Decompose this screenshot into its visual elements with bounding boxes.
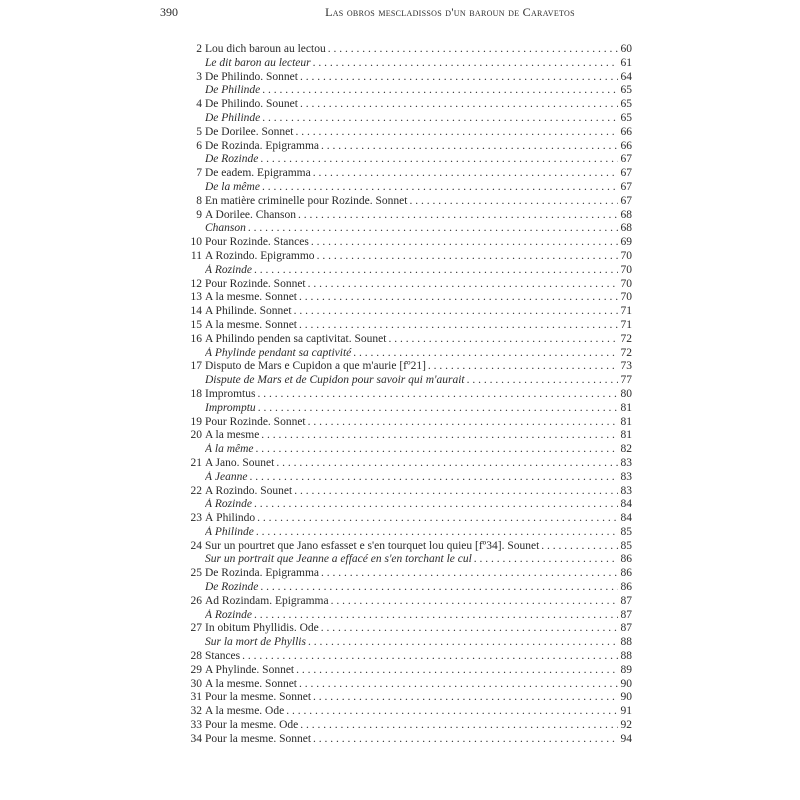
entry-title: De la même <box>205 180 260 193</box>
toc-entry <box>186 705 632 719</box>
entry-title: A Jano. Sounet <box>205 456 275 469</box>
dot-leader <box>465 374 618 388</box>
entry-title: À Philindo <box>205 512 256 525</box>
toc-translation-entry <box>186 443 632 457</box>
entry-page: 65 <box>620 84 632 97</box>
toc-entry <box>186 678 632 692</box>
dot-leader <box>252 609 618 623</box>
entry-title: À Rozinde <box>205 608 252 621</box>
entry-number: 16 <box>190 332 202 345</box>
dot-leader <box>252 264 618 278</box>
toc-entry <box>186 98 632 112</box>
entry-page: 86 <box>620 553 632 566</box>
entry-page: 66 <box>620 139 632 152</box>
entry-page: 84 <box>620 498 632 511</box>
dot-leader <box>292 305 618 319</box>
entry-number: 29 <box>190 663 202 676</box>
entry-row <box>205 512 632 526</box>
entry-page: 69 <box>620 236 632 249</box>
entry-page: 83 <box>620 484 632 497</box>
toc-entry <box>186 457 632 471</box>
entry-title: Sur un portrait que Jeanne a effacé en s'en torchant le cul <box>205 553 472 566</box>
entry-row <box>205 236 632 250</box>
toc-entry <box>186 719 632 733</box>
entry-title: À Phylinde pendant sa captivité <box>205 346 352 359</box>
dot-leader <box>256 402 618 416</box>
entry-page: 90 <box>620 677 632 690</box>
dot-leader <box>298 98 618 112</box>
entry-title: Sur la mort de Phyllis <box>205 636 306 649</box>
entry-title: A Philindo penden sa captivitat. Sounet <box>205 332 387 345</box>
entry-page: 77 <box>620 374 632 387</box>
entry-row <box>205 664 632 678</box>
dot-leader <box>319 140 618 154</box>
dot-leader <box>315 250 618 264</box>
dot-leader <box>539 540 618 554</box>
toc-entry <box>186 140 632 154</box>
running-head: Las obros mescladissos d'un baroun de Caravetos <box>325 5 575 19</box>
dot-leader <box>306 278 618 292</box>
entry-row <box>205 181 632 195</box>
toc-entry <box>186 126 632 140</box>
entry-page: 80 <box>620 387 632 400</box>
entry-title: Ad Rozindam. Epigramma <box>205 594 329 607</box>
entry-page: 72 <box>620 346 632 359</box>
toc-entry <box>186 71 632 85</box>
entry-page: 60 <box>620 43 632 55</box>
entry-title: Stances <box>205 650 241 663</box>
entry-title: De Rozinde <box>205 153 259 166</box>
dot-leader <box>297 319 618 333</box>
entry-row <box>205 622 632 636</box>
toc-translation-entry <box>186 222 632 236</box>
toc-translation-entry <box>186 57 632 71</box>
entry-title: Lou dich baroun au lectou <box>205 43 326 55</box>
entry-row <box>205 195 632 209</box>
entry-page: 87 <box>620 594 632 607</box>
entry-title: A la mesme. Ode <box>205 705 285 718</box>
entry-page: 89 <box>620 663 632 676</box>
dot-leader <box>258 581 618 595</box>
entry-row <box>205 402 632 416</box>
entry-number: 7 <box>196 167 202 180</box>
entry-number: 19 <box>190 415 202 428</box>
entry-row <box>205 112 632 126</box>
toc-translation-entry <box>186 553 632 567</box>
entry-page: 87 <box>620 622 632 635</box>
toc-translation-entry <box>186 498 632 512</box>
toc-entry <box>186 305 632 319</box>
entry-row <box>205 636 632 650</box>
dot-leader <box>407 195 618 209</box>
dot-leader <box>255 512 618 526</box>
toc-entry <box>186 209 632 223</box>
entry-page: 65 <box>620 111 632 124</box>
dot-leader <box>297 291 618 305</box>
dot-leader <box>274 457 618 471</box>
entry-row <box>205 291 632 305</box>
entry-page: 67 <box>620 167 632 180</box>
entry-row <box>205 360 632 374</box>
entry-row <box>205 43 632 57</box>
entry-number: 32 <box>190 705 202 718</box>
entry-number: 8 <box>196 194 202 207</box>
entry-title: De Philinde <box>205 84 261 97</box>
entry-number: 21 <box>190 456 202 469</box>
entry-number: 14 <box>190 305 202 318</box>
entry-title: De Philinde <box>205 111 261 124</box>
entry-row <box>205 691 632 705</box>
entry-row <box>205 416 632 430</box>
entry-row <box>205 567 632 581</box>
entry-page: 61 <box>620 56 632 69</box>
entry-page: 83 <box>620 456 632 469</box>
entry-page: 67 <box>620 194 632 207</box>
toc-entry <box>186 278 632 292</box>
dot-leader <box>311 691 618 705</box>
entry-row <box>205 140 632 154</box>
dot-leader <box>426 360 618 374</box>
entry-number: 10 <box>190 236 202 249</box>
toc-translation-entry <box>186 526 632 540</box>
entry-number: 15 <box>190 318 202 331</box>
dot-leader <box>247 471 618 485</box>
toc-entry <box>186 512 632 526</box>
dot-leader <box>311 167 618 181</box>
dot-leader <box>254 443 618 457</box>
entry-page: 66 <box>620 125 632 138</box>
toc-entry <box>186 485 632 499</box>
entry-title: A Dorilee. Chanson <box>205 208 297 221</box>
toc-translation-entry <box>186 581 632 595</box>
entry-page: 81 <box>620 415 632 428</box>
dot-leader <box>326 43 618 57</box>
entry-number: 31 <box>190 691 202 704</box>
dot-leader <box>258 153 618 167</box>
page-number: 390 <box>160 5 178 19</box>
entry-row <box>205 443 632 457</box>
entry-row <box>205 250 632 264</box>
dot-leader <box>254 526 618 540</box>
entry-title: À Jeanne <box>205 470 248 483</box>
entry-number: 12 <box>190 277 202 290</box>
dot-leader <box>293 126 618 140</box>
toc-entry <box>186 319 632 333</box>
dot-leader <box>252 498 618 512</box>
entry-row <box>205 278 632 292</box>
entry-number: 24 <box>190 539 202 552</box>
entry-title: À la même <box>205 443 254 456</box>
entry-page: 85 <box>620 525 632 538</box>
entry-row <box>205 498 632 512</box>
toc-entry <box>186 291 632 305</box>
table-of-contents <box>186 43 632 747</box>
entry-row <box>205 650 632 664</box>
entry-row <box>205 429 632 443</box>
entry-page: 68 <box>620 222 632 235</box>
dot-leader <box>306 416 618 430</box>
entry-row <box>205 333 632 347</box>
entry-page: 70 <box>620 263 632 276</box>
dot-leader <box>240 650 618 664</box>
entry-title: À Philinde <box>205 525 254 538</box>
entry-row <box>205 609 632 623</box>
entry-row <box>205 305 632 319</box>
entry-title: De Dorilee. Sonnet <box>205 125 294 138</box>
entry-number: 20 <box>190 429 202 442</box>
entry-page: 82 <box>620 443 632 456</box>
entry-title: De Rozinda. Epigramma <box>205 567 320 580</box>
entry-number: 34 <box>190 732 202 745</box>
entry-row <box>205 167 632 181</box>
entry-title: A la mesme. Sonnet <box>205 291 297 304</box>
dot-leader <box>319 622 618 636</box>
entry-number: 23 <box>190 512 202 525</box>
toc-entry <box>186 416 632 430</box>
entry-page: 73 <box>620 360 632 373</box>
toc-entry <box>186 429 632 443</box>
entry-page: 65 <box>620 98 632 111</box>
toc-translation-entry <box>186 112 632 126</box>
dot-leader <box>329 595 618 609</box>
entry-page: 84 <box>620 512 632 525</box>
entry-title: A Philinde. Sonnet <box>205 305 292 318</box>
entry-number: 6 <box>196 139 202 152</box>
dot-leader <box>259 429 618 443</box>
entry-number: 30 <box>190 677 202 690</box>
entry-title: Pour Rozinde. Sonnet <box>205 277 306 290</box>
entry-row <box>205 705 632 719</box>
entry-page: 68 <box>620 208 632 221</box>
entry-number: 28 <box>190 650 202 663</box>
entry-title: Pour la mesme. Ode <box>205 719 299 732</box>
entry-number: 27 <box>190 622 202 635</box>
entry-row <box>205 540 632 554</box>
entry-title: De Philindo. Sonnet <box>205 70 298 83</box>
entry-title: In obitum Phyllidis. Ode <box>205 622 319 635</box>
entry-number: 3 <box>196 70 202 83</box>
toc-entry <box>186 567 632 581</box>
entry-page: 91 <box>620 705 632 718</box>
entry-row <box>205 719 632 733</box>
toc-translation-entry <box>186 402 632 416</box>
entry-row <box>205 553 632 567</box>
entry-row <box>205 84 632 98</box>
entry-title: Pour Rozinde. Sonnet <box>205 415 306 428</box>
toc-entry <box>186 691 632 705</box>
entry-title: A la mesme. Sonnet <box>205 318 297 331</box>
toc-translation-entry <box>186 609 632 623</box>
entry-title: À Rozinde <box>205 263 252 276</box>
entry-title: Le dit baron au lecteur <box>205 56 311 69</box>
entry-page: 92 <box>620 719 632 732</box>
entry-page: 67 <box>620 180 632 193</box>
entry-title: Pour la mesme. Sonnet <box>205 732 312 745</box>
entry-row <box>205 457 632 471</box>
entry-title: Sur un pourtret que Jano esfasset e s'en tourquet lou quieu [fº34]. Sounet <box>205 539 540 552</box>
dot-leader <box>260 112 618 126</box>
entry-page: 86 <box>620 581 632 594</box>
entry-title: A Rozindo. Sounet <box>205 484 293 497</box>
entry-row <box>205 57 632 71</box>
entry-title: Impromtus <box>205 387 256 400</box>
dot-leader <box>306 636 618 650</box>
entry-row <box>205 98 632 112</box>
entry-title: Chanson <box>205 222 246 235</box>
dot-leader <box>386 333 618 347</box>
entry-title: Impromptu <box>205 401 256 414</box>
entry-number: 33 <box>190 719 202 732</box>
entry-row <box>205 347 632 361</box>
entry-title: Pour la mesme. Sonnet <box>205 691 312 704</box>
entry-row <box>205 526 632 540</box>
entry-page: 83 <box>620 470 632 483</box>
dot-leader <box>294 664 618 678</box>
entry-title: À Rozinde <box>205 498 252 511</box>
entry-number: 11 <box>190 249 202 262</box>
entry-row <box>205 374 632 388</box>
dot-leader <box>351 347 618 361</box>
toc-entry <box>186 167 632 181</box>
entry-row <box>205 264 632 278</box>
entry-page: 64 <box>620 70 632 83</box>
dot-leader <box>296 209 618 223</box>
entry-title: A Phylinde. Sonnet <box>205 663 295 676</box>
entry-row <box>205 388 632 402</box>
entry-row <box>205 471 632 485</box>
entry-page: 72 <box>620 332 632 345</box>
toc-entry <box>186 622 632 636</box>
dot-leader <box>311 57 618 71</box>
entry-page: 88 <box>620 636 632 649</box>
entry-row <box>205 209 632 223</box>
entry-page: 87 <box>620 608 632 621</box>
dot-leader <box>255 388 618 402</box>
toc-translation-entry <box>186 153 632 167</box>
toc-entry <box>186 388 632 402</box>
toc-entry <box>186 236 632 250</box>
entry-row <box>205 222 632 236</box>
entry-row <box>205 126 632 140</box>
entry-page: 94 <box>620 732 632 745</box>
entry-number: 18 <box>190 387 202 400</box>
entry-row <box>205 595 632 609</box>
dot-leader <box>319 567 618 581</box>
dot-leader <box>298 71 618 85</box>
entry-page: 67 <box>620 153 632 166</box>
entry-row <box>205 153 632 167</box>
dot-leader <box>309 236 618 250</box>
entry-title: Dispute de Mars et de Cupidon pour savoir qui m'aurait <box>205 374 465 387</box>
entry-title: De Rozinda. Epigramma <box>205 139 320 152</box>
entry-page: 71 <box>620 318 632 331</box>
entry-title: A Rozindo. Epigrammo <box>205 249 315 262</box>
toc-entry <box>186 733 632 747</box>
dot-leader <box>284 705 618 719</box>
entry-title: Pour Rozinde. Stances <box>205 236 309 249</box>
toc-entry <box>186 650 632 664</box>
toc-translation-entry <box>186 471 632 485</box>
entry-number: 5 <box>196 125 202 138</box>
dot-leader <box>297 678 618 692</box>
entry-page: 70 <box>620 277 632 290</box>
entry-row <box>205 71 632 85</box>
entry-title: Disputo de Mars e Cupidon a que m'aurie [fº21] <box>205 360 426 373</box>
toc-entry <box>186 333 632 347</box>
toc-entry <box>186 360 632 374</box>
entry-number: 13 <box>190 291 202 304</box>
entry-page: 81 <box>620 429 632 442</box>
entry-page: 81 <box>620 401 632 414</box>
toc-translation-entry <box>186 636 632 650</box>
entry-page: 70 <box>620 249 632 262</box>
toc-entry <box>186 250 632 264</box>
toc-translation-entry <box>186 374 632 388</box>
entry-number: 2 <box>196 43 202 55</box>
toc-translation-entry <box>186 347 632 361</box>
entry-page: 70 <box>620 291 632 304</box>
toc-entry <box>186 540 632 554</box>
entry-number: 17 <box>190 360 202 373</box>
entry-number: 26 <box>190 594 202 607</box>
entry-page: 71 <box>620 305 632 318</box>
entry-title: De Philindo. Sounet <box>205 98 298 111</box>
dot-leader <box>298 719 618 733</box>
entry-number: 9 <box>196 208 202 221</box>
toc-entry <box>186 595 632 609</box>
entry-row <box>205 319 632 333</box>
entry-number: 4 <box>196 98 202 111</box>
entry-page: 85 <box>620 539 632 552</box>
entry-row <box>205 678 632 692</box>
toc-entry <box>186 195 632 209</box>
entry-page: 90 <box>620 691 632 704</box>
entry-row <box>205 485 632 499</box>
dot-leader <box>260 84 618 98</box>
toc-entry <box>186 43 632 57</box>
dot-leader <box>292 485 618 499</box>
entry-title: A la mesme. Sonnet <box>205 677 297 690</box>
entry-title: A la mesme <box>205 429 260 442</box>
entry-title: De eadem. Epigramma <box>205 167 311 180</box>
entry-title: En matière criminelle pour Rozinde. Sonnet <box>205 194 408 207</box>
toc-translation-entry <box>186 84 632 98</box>
dot-leader <box>472 553 618 567</box>
entry-number: 22 <box>190 484 202 497</box>
toc-translation-entry <box>186 264 632 278</box>
entry-page: 86 <box>620 567 632 580</box>
entry-row <box>205 733 632 747</box>
entry-number: 25 <box>190 567 202 580</box>
entry-row <box>205 581 632 595</box>
toc-translation-entry <box>186 181 632 195</box>
dot-leader <box>260 181 618 195</box>
dot-leader <box>311 733 618 747</box>
entry-title: De Rozinde <box>205 581 259 594</box>
dot-leader <box>246 222 618 236</box>
toc-entry <box>186 664 632 678</box>
entry-page: 88 <box>620 650 632 663</box>
